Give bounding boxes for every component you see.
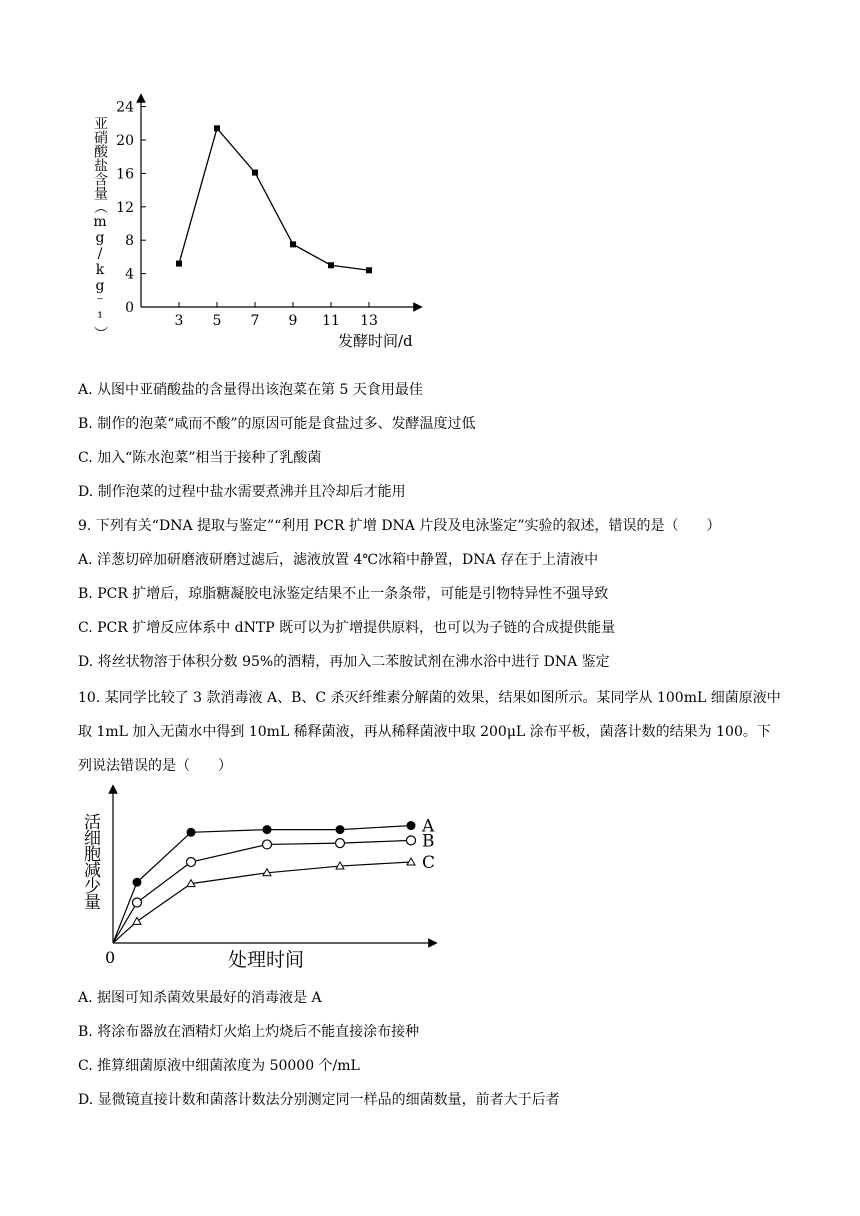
data-point	[176, 261, 182, 267]
series-line-B	[113, 840, 411, 943]
disinfectant-chart	[80, 783, 455, 973]
q10-option-d: D. 显微镜直接计数和菌落计数法分别测定同一样品的细菌数量，前者大于后者	[78, 1092, 560, 1108]
nitrite-chart	[85, 92, 430, 354]
data-point	[328, 262, 334, 268]
data-point	[214, 125, 220, 131]
point-B	[133, 898, 142, 907]
point-C	[407, 858, 415, 865]
point-A	[336, 825, 345, 834]
q8-option-d: D. 制作泡菜的过程中盐水需要煮沸并且冷却后才能用	[78, 484, 406, 500]
point-A	[187, 828, 196, 837]
y-tick-label: 16	[116, 166, 134, 183]
y-tick-label: 4	[125, 266, 134, 283]
x-tick-label: 11	[322, 313, 340, 329]
y-tick-label: 12	[116, 199, 134, 216]
origin-label: 0	[105, 948, 116, 967]
point-A	[263, 825, 272, 834]
y-tick-label: 20	[116, 133, 134, 149]
series-line-C	[113, 862, 411, 943]
q9-option-a: A. 洋葱切碎加研磨液研磨过滤后，滤液放置 4℃冰箱中静置，DNA 存在于上清液中	[78, 552, 599, 568]
series-label-B: B	[422, 831, 435, 852]
y-tick-label: 8	[125, 233, 134, 250]
q10-option-c: C. 推算细菌原液中细菌浓度为 50000 个/mL	[78, 1058, 360, 1074]
q8-option-a: A. 从图中亚硝酸盐的含量得出该泡菜在第 5 天食用最佳	[78, 382, 423, 398]
q9-stem: 9. 下列有关“DNA 提取与鉴定”“利用 PCR 扩增 DNA 片段及电泳鉴定”实验的叙述，错误的是（ ）	[78, 518, 721, 534]
x-axis-label: 发酵时间/d	[338, 332, 413, 350]
point-C	[133, 917, 141, 924]
y-tick-label: 24	[116, 99, 134, 116]
series-line	[179, 128, 369, 270]
series-line-A	[113, 826, 411, 943]
point-B	[263, 840, 272, 849]
x-tick-label: 9	[288, 313, 298, 329]
x-tick-label: 13	[360, 313, 378, 329]
series-label-C: C	[422, 853, 436, 873]
q8-option-c: C. 加入“陈水泡菜”相当于接种了乳酸菌	[78, 450, 322, 466]
q10-option-b: B. 将涂布器放在酒精灯火焰上灼烧后不能直接涂布接种	[78, 1024, 420, 1040]
y-axis-label: 亚硝酸盐含量（mg/kg⁻¹）	[92, 116, 108, 340]
data-point	[290, 241, 296, 247]
x-tick-label: 7	[250, 313, 260, 329]
point-B	[187, 858, 196, 867]
q8-option-b: B. 制作的泡菜“咸而不酸”的原因可能是食盐过多、发酵温度过低	[78, 416, 476, 432]
q9-option-d: D. 将丝状物溶于体积分数 95%的酒精，再加入二苯胺试剂在沸水浴中进行 DNA 鉴定	[78, 654, 610, 670]
series-label-A: A	[422, 816, 435, 837]
y-axis-label: 活细胞减少量	[80, 813, 100, 909]
q10-stem: 10. 某同学比较了 3 款消毒液 A、B、C 杀灭纤维素分解菌的效果，结果如图所示。某同学从 100mL 细菌原液中取 1mL 加入无菌水中得到 10mL 稀释菌液，再从稀释菌液中取 200μL 涂布平板，菌落计数的结果为 100。下列说法错误的是（ ）	[78, 690, 781, 774]
x-axis-label: 处理时间	[228, 949, 305, 971]
y-tick-label: 0	[125, 300, 134, 316]
point-A	[407, 821, 416, 830]
point-B	[407, 836, 416, 845]
data-point	[366, 267, 372, 273]
q10-option-a: A. 据图可知杀菌效果最好的消毒液是 A	[78, 990, 322, 1006]
point-B	[336, 839, 345, 848]
x-tick-label: 5	[212, 313, 222, 329]
data-point	[252, 170, 258, 176]
q9-option-c: C. PCR 扩增反应体系中 dNTP 既可以为扩增提供原料，也可以为子链的合成提供能量	[78, 620, 616, 636]
q9-option-b: B. PCR 扩增后，琼脂糖凝胶电泳鉴定结果不止一条条带，可能是引物特异性不强导致	[78, 586, 609, 602]
point-A	[133, 878, 142, 887]
x-tick-label: 3	[174, 313, 184, 329]
